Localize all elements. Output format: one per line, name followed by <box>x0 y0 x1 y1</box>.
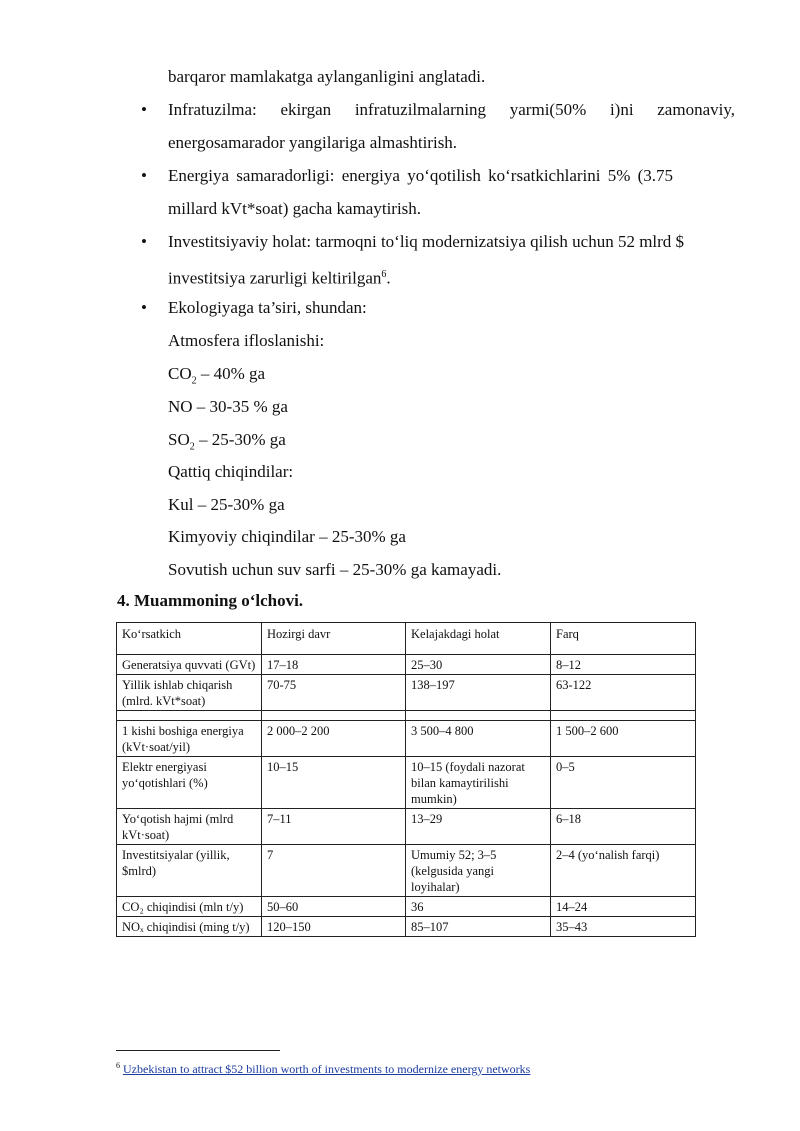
bullet-1-line-1 <box>168 99 735 121</box>
table-cell: 7 <box>262 845 406 897</box>
footnote-ref: 6 <box>381 269 387 280</box>
table-cell: Yo‘qotish hajmi (mlrd kVt·soat) <box>117 809 262 845</box>
paragraph-line: barqaror mamlakatga aylanganligini anglatadi. <box>168 67 486 86</box>
table-cell: 120–150 <box>262 917 406 937</box>
text-segment: SO <box>168 430 190 449</box>
table-cell: 17–18 <box>262 655 406 675</box>
column-header: Hozirgi davr <box>262 623 406 655</box>
table-row <box>117 897 696 917</box>
text-segment: yarmi(50% <box>509 100 587 119</box>
table-cell: 36 <box>406 897 551 917</box>
column-header: Kelajakdagi holat <box>406 623 551 655</box>
table-cell: Umumiy 52; 3–5 (kelgusida yangi loyihalar) <box>406 845 551 897</box>
table-cell: 1 500–2 600 <box>551 721 696 757</box>
table-cell: 14–24 <box>551 897 696 917</box>
subscript: 2 <box>189 441 195 453</box>
table-cell <box>551 711 696 721</box>
table-cell: 25–30 <box>406 655 551 675</box>
table-cell: 35–43 <box>551 917 696 937</box>
column-header: Farq <box>551 623 696 655</box>
footnote-number: 6 <box>116 1061 120 1070</box>
bullet-1-line-2: energosamarador yangilariga almashtirish. <box>168 133 458 152</box>
bullet-icon: • <box>141 166 147 185</box>
table-cell <box>117 711 262 721</box>
table-cell: 8–12 <box>551 655 696 675</box>
bullet-icon: • <box>141 100 147 119</box>
table-cell: Elektr energiyasi yo‘qotishlari (%) <box>117 757 262 809</box>
table-cell <box>406 711 551 721</box>
subscript: 2 <box>191 375 197 387</box>
comparison-table <box>116 622 696 937</box>
text-segment: CO <box>168 364 192 383</box>
table-cell: NOₓ chiqindisi (ming t/y) <box>117 917 262 937</box>
table-cell: 2 000–2 200 <box>262 721 406 757</box>
bullet-icon: • <box>141 232 147 251</box>
table-cell: 7–11 <box>262 809 406 845</box>
bullet-2-line-1: Energiya samaradorligi: energiya yo‘qotilish ko‘rsatkichlarini 5% (3.75 <box>168 166 674 185</box>
table-cell <box>262 711 406 721</box>
footnote <box>116 1058 530 1077</box>
table-row <box>117 675 696 711</box>
table-cell: 0–5 <box>551 757 696 809</box>
table-row <box>117 917 696 937</box>
table-header-row <box>117 623 696 655</box>
table-cell: 13–29 <box>406 809 551 845</box>
table-cell: 6–18 <box>551 809 696 845</box>
bullet-4-line-1: Ekologiyaga ta’siri, shundan: <box>168 298 367 317</box>
bullet-icon: • <box>141 298 147 317</box>
bullet-3-line-2 <box>168 264 391 290</box>
section-heading: 4. Muammoning o‘lchovi. <box>117 591 304 610</box>
table-cell: Generatsiya quvvati (GVt) <box>117 655 262 675</box>
table-cell: 1 kishi boshiga energiya (kVt·soat/yil) <box>117 721 262 757</box>
table-cell: 2–4 (yo‘nalish farqi) <box>551 845 696 897</box>
table-row <box>117 757 696 809</box>
table-row <box>117 655 696 675</box>
table-cell: 138–197 <box>406 675 551 711</box>
table-cell: 85–107 <box>406 917 551 937</box>
ash-line: Kul – 25-30% ga <box>168 495 285 514</box>
table-spacer-row <box>117 711 696 721</box>
bullet-3-line-1: Investitsiyaviy holat: tarmoqni to‘liq modernizatsiya qilish uchun 52 mlrd $ <box>168 232 685 251</box>
atmosphere-label: Atmosfera ifloslanishi: <box>168 331 325 350</box>
text-segment: ekirgan <box>280 100 332 119</box>
solid-waste-label: Qattiq chiqindilar: <box>168 462 294 481</box>
text-segment: zamonaviy, <box>657 100 735 119</box>
table-cell: 10–15 (foydali nazorat bilan kamaytirilishi mumkin) <box>406 757 551 809</box>
text-segment: i)ni <box>609 100 634 119</box>
footnote-link[interactable]: Uzbekistan to attract $52 billion worth of investments to modernize energy networks <box>123 1062 531 1076</box>
text-segment: . <box>386 268 391 288</box>
so2-line <box>168 429 286 458</box>
bullet-2-line-2: millard kVt*soat) gacha kamaytirish. <box>168 199 422 218</box>
table-cell: 3 500–4 800 <box>406 721 551 757</box>
no-line: NO – 30-35 % ga <box>168 397 288 416</box>
co2-line <box>168 363 265 392</box>
text-segment: Infratuzilma: <box>168 100 257 119</box>
table-cell: Yillik ishlab chiqarish (mlrd. kVt*soat) <box>117 675 262 711</box>
table-cell: 63-122 <box>551 675 696 711</box>
text-segment: – 40% ga <box>196 364 266 383</box>
column-header: Ko‘rsatkich <box>117 623 262 655</box>
chemical-waste-line: Kimyoviy chiqindilar – 25-30% ga <box>168 527 406 546</box>
text-segment: infratuzilmalarning <box>354 100 487 119</box>
table-row <box>117 809 696 845</box>
table-row <box>117 721 696 757</box>
table-cell: Investitsiyalar (yillik, $mlrd) <box>117 845 262 897</box>
text-segment: investitsiya zarurligi keltirilgan <box>168 268 382 288</box>
table-cell: 50–60 <box>262 897 406 917</box>
footnote-divider <box>116 1050 280 1051</box>
table-row <box>117 845 696 897</box>
water-line: Sovutish uchun suv sarfi – 25-30% ga kamayadi. <box>168 560 502 579</box>
table-cell: 10–15 <box>262 757 406 809</box>
table-cell: CO₂ chiqindisi (mln t/y) <box>117 897 262 917</box>
table-cell: 70-75 <box>262 675 406 711</box>
text-segment: – 25-30% ga <box>194 430 286 449</box>
